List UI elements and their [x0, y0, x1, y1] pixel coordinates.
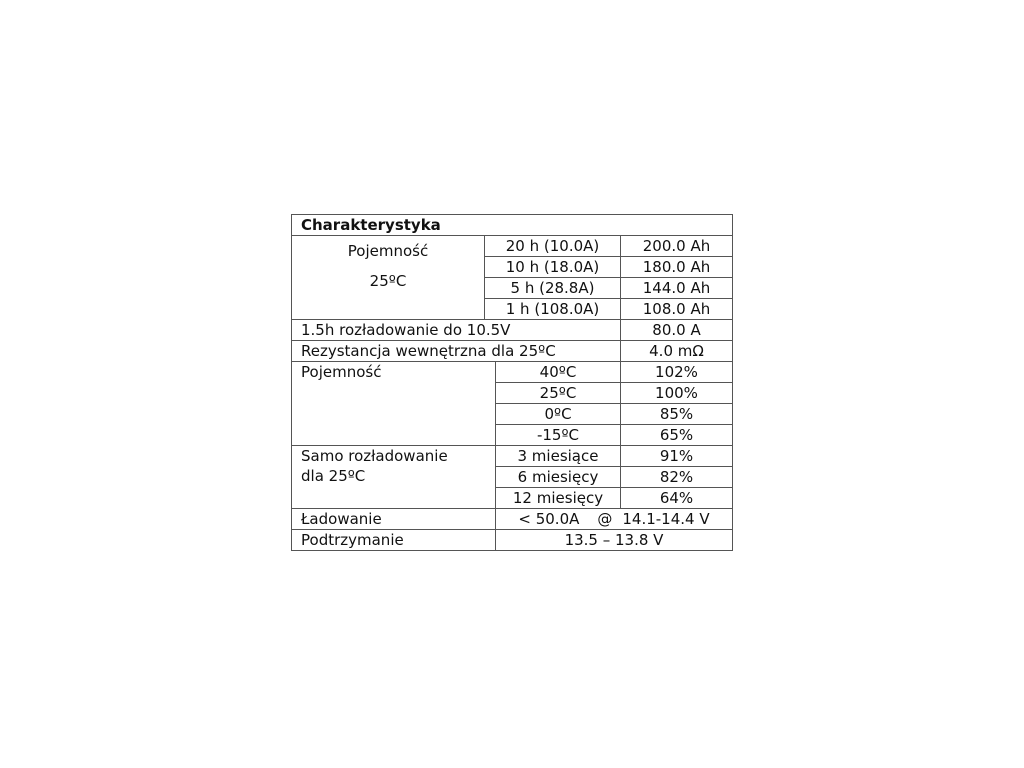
percent-value: 91% — [621, 446, 733, 467]
capacity-rate: 20 h (10.0A) — [485, 236, 621, 257]
spec-table — [291, 214, 733, 551]
float-label: Podtrzymanie — [292, 530, 496, 551]
table-row — [292, 320, 733, 341]
resistance-value: 4.0 mΩ — [621, 341, 733, 362]
self-discharge-label: Samo rozładowanie — [301, 447, 448, 465]
capacity-value: 144.0 Ah — [621, 278, 733, 299]
capacity-rate: 1 h (108.0A) — [485, 299, 621, 320]
temp-value: 40ºC — [496, 362, 621, 383]
table-row — [292, 362, 733, 383]
temp-value: -15ºC — [496, 425, 621, 446]
discharge-label: 1.5h rozładowanie do 10.5V — [292, 320, 621, 341]
table-title: Charakterystyka — [292, 215, 733, 236]
resistance-label: Rezystancja wewnętrzna dla 25ºC — [292, 341, 621, 362]
percent-value: 102% — [621, 362, 733, 383]
charging-current: < 50.0A — [518, 510, 580, 528]
capacity-rate: 5 h (28.8A) — [485, 278, 621, 299]
table-row — [292, 341, 733, 362]
float-value: 13.5 – 13.8 V — [496, 530, 733, 551]
percent-value: 85% — [621, 404, 733, 425]
percent-value: 82% — [621, 467, 733, 488]
capacity-rate: 10 h (18.0A) — [485, 257, 621, 278]
table-row — [292, 509, 733, 530]
percent-value: 65% — [621, 425, 733, 446]
discharge-value: 80.0 A — [621, 320, 733, 341]
period-value: 6 miesięcy — [496, 467, 621, 488]
charging-value-cell — [496, 509, 733, 530]
percent-value: 100% — [621, 383, 733, 404]
capacity-temp-label: Pojemność — [292, 362, 496, 446]
table-row — [292, 530, 733, 551]
table-row — [292, 446, 733, 467]
charging-voltage: 14.1-14.4 V — [622, 510, 710, 528]
temp-value: 25ºC — [496, 383, 621, 404]
table-row — [292, 236, 733, 257]
period-value: 3 miesiące — [496, 446, 621, 467]
capacity-value: 180.0 Ah — [621, 257, 733, 278]
percent-value: 64% — [621, 488, 733, 509]
temp-value: 0ºC — [496, 404, 621, 425]
capacity-rated-temperature: 25ºC — [369, 272, 407, 290]
capacity-rated-label: Pojemność — [347, 242, 429, 260]
capacity-value: 108.0 Ah — [621, 299, 733, 320]
self-discharge-temperature: dla 25ºC — [301, 467, 366, 485]
self-discharge-label-cell — [292, 446, 496, 509]
capacity-value: 200.0 Ah — [621, 236, 733, 257]
period-value: 12 miesięcy — [496, 488, 621, 509]
title-row — [292, 215, 733, 236]
capacity-rated-label-cell — [292, 236, 485, 320]
charging-at-sign: @ — [597, 510, 613, 528]
charging-label: Ładowanie — [292, 509, 496, 530]
